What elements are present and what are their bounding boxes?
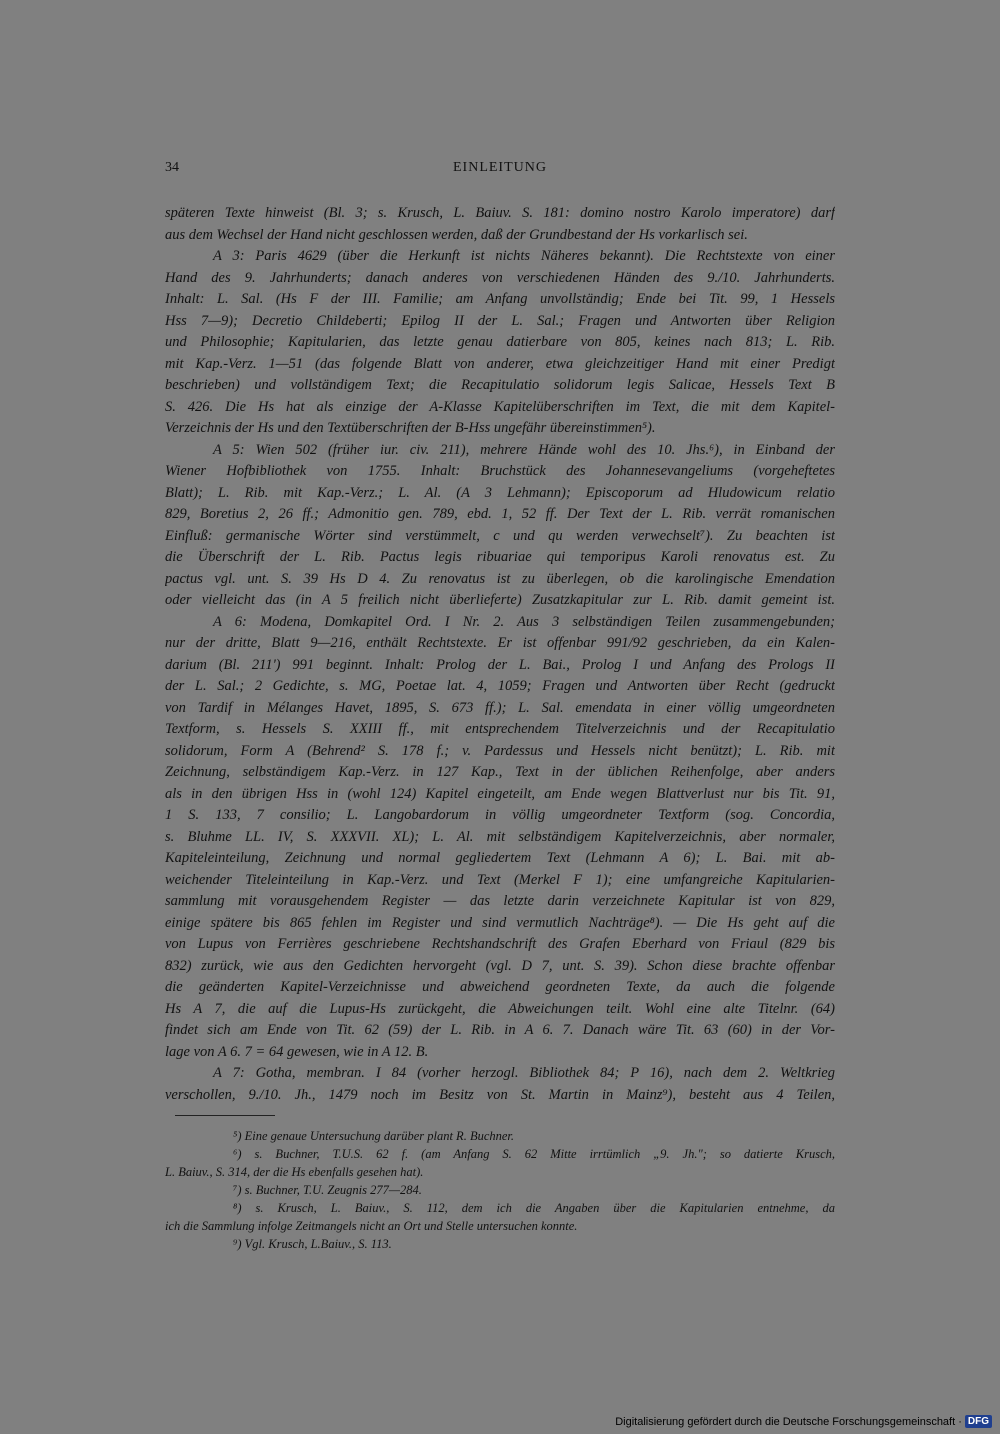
text-line: nur der dritte, Blatt 9—216, enthält Rechtstexte. Er ist offenbar 991/92 geschrieben, da ein Kalen- [165,635,835,651]
text-line: beschrieben) und vollständigem Text; die Recapitulatio solidorum legis Salicae, Hessels Text B [165,377,835,393]
text-line: die Überschrift der L. Rib. Pactus legis ribuariae qui temporipus Karoli renovatus est. Zu [165,549,835,565]
text-line: 829, Boretius 2, 26 ff.; Admonitio gen. 789, ebd. 1, 52 ff. Der Text der L. Rib. verrät romanischen [165,506,835,522]
text-line: A 6: Modena, Domkapitel Ord. I Nr. 2. Aus 3 selbständigen Teilen zusammengebunden; [213,613,835,630]
running-head: EINLEITUNG [453,160,547,175]
text-line: die geänderten Kapitel-Verzeichnisse und abweichend geordneten Texte, da auch die folgende [165,979,835,995]
footnote-line: ⁵) Eine genaue Untersuchung darüber plant R. Buchner. [233,1129,515,1143]
text-line: Blatt); L. Rib. mit Kap.-Verz.; L. Al. (A 3 Lehmann); Episcoporum ad Hludowicum relatio [165,484,835,501]
text-line: S. 426. Die Hs hat als einzige der A-Klasse Kapitelüberschriften im Text, die mit dem Kapitel- [165,398,835,415]
text-line: solidorum, Form A (Behrend² S. 178 f.; v. Pardessus und Hessels nicht benützt); L. Rib. mit [165,742,835,759]
text-line: als in den übrigen Hss in (wohl 124) Kapitel eingeteilt, am Ende wegen Blattverlust nur bis Tit. 91, [165,785,835,802]
footnote-line: ⁶) s. Buchner, T.U.S. 62 f. (am Anfang S. 62 Mitte irrtümlich „9. Jh."; so datierte Krusch, [233,1147,835,1161]
funding-text: Digitalisierung gefördert durch die Deutsche Forschungsgemeinschaft · [615,1415,962,1428]
text-line: der L. Sal.; 2 Gedichte, s. MG, Poetae lat. 4, 1059; Fragen und Antworten über Recht (gedruckt [165,678,835,694]
text-line: Textform, s. Hessels S. XXIII ff., mit entsprechendem Titelverzeichnis und der Recapitulatio [165,721,835,737]
text-line: verschollen, 9./10. Jh., 1479 noch im Besitz von St. Martin in Mainz⁹), besteht aus 4 Teilen, [165,1086,835,1103]
text-line: A 7: Gotha, membran. I 84 (vorher herzogl. Bibliothek 84; P 16), nach dem 2. Weltkrieg [213,1065,835,1081]
footnote-line: ⁷) s. Buchner, T.U. Zeugnis 277—284. [233,1183,422,1197]
text-line: weichender Titeleinteilung in Kap.-Verz. und Text (Merkel F 1); eine umfangreiche Kapitularien- [165,871,835,888]
footnote-line: ⁹) Vgl. Krusch, L.Baiuv., S. 113. [233,1237,392,1251]
text-line: pactus vgl. unt. S. 39 Hs D 4. Zu renovatus ist zu überlegen, ob die karolingische Emendation [165,570,835,587]
footnote-rule [175,1115,275,1116]
text-line: von Tardif in Mélanges Havet, 1895, S. 673 ff.); L. Sal. emendata in einer völlig umgeordneten [165,699,835,716]
footnotes [165,1127,835,1253]
text-line: A 5: Wien 502 (früher iur. civ. 211), mehrere Hände wohl des 10. Jhs.⁶), in Einband der [213,441,835,458]
dfg-logo: DFG [965,1415,992,1428]
text-line: und Philosophie; Kapitularien, das letzte genau datierbare von 805, keines nach 813; L. Rib. [165,334,835,350]
text-line: späteren Texte hinweist (Bl. 3; s. Krusch, L. Baiuv. S. 181: domino nostro Karolo imperatore) darf [165,205,835,221]
text-line: Zeichnung, selbständigem Kap.-Verz. in 127 Kap., Text in der üblichen Reihenfolge, aber anders [165,764,835,780]
text-line: aus dem Wechsel der Hand nicht geschlossen werden, daß der Grundbestand der Hs vorkarlisch sei. [165,226,748,243]
text-line: Hand des 9. Jahrhunderts; danach anderes von verschiedenen Händen des 9./10. Jahrhunderts. [165,269,835,286]
text-line: Kapiteleinteilung, Zeichnung und normal gegliedertem Text (Lehmann A 6); L. Bai. mit ab- [165,850,835,866]
footnote-line: L. Baiuv., S. 314, der die Hs ebenfalls gesehen hat). [165,1165,424,1179]
text-line: oder vielleicht das (in A 5 freilich nicht überlieferte) Zusatzkapitular zur L. Rib. damit gemeint ist. [165,592,835,608]
footnote-line: ⁸) s. Krusch, L. Baiuv., S. 112, dem ich die Angaben über die Kapitularien entnehme, da [233,1201,835,1215]
text-line: Verzeichnis der Hs und den Textüberschriften der B-Hss ungefähr übereinstimmen⁵). [165,420,656,436]
text-line: Hss 7—9); Decretio Childeberti; Epilog II der L. Sal.; Fragen und Antworten über Religion [165,312,835,329]
text-line: sammlung mit vorausgehendem Register — das letzte darin verzeichnete Kapitular ist von 829, [165,893,835,909]
text-line: 1 S. 133, 7 consilio; L. Langobardorum in völlig umgeordneter Textform (sog. Concordia, [165,807,835,823]
body-text [165,203,835,1106]
text-line: findet sich am Ende von Tit. 62 (59) der L. Rib. in A 6. 7. Danach wäre Tit. 63 (60) in der Vor- [165,1022,835,1038]
text-line: von Lupus von Ferrières geschriebene Rechtshandschrift des Grafen Eberhard von Friaul (829 bis [165,936,835,952]
text-line: s. Bluhme LL. IV, S. XXXVII. XL); L. Al. mit selbständigem Kapitelverzeichnis, aber normaler, [165,828,835,845]
text-line: 832) zurück, wie aus den Gedichten hervorgeht (vgl. D 7, unt. S. 39). Schon diese brachte offenbar [165,957,835,974]
text-line: Einfluß: germanische Wörter sind verstümmelt, c und qu werden verwechselt⁷). Zu beachten ist [165,527,835,544]
text-line: Inhalt: L. Sal. (Hs F der III. Familie; am Anfang unvollständig; Ende bei Tit. 99, 1 Hessels [165,291,835,307]
text-line: mit Kap.-Verz. 1—51 (das folgende Blatt von anderer, etwa gleichzeitiger Hand mit einer Predigt [165,355,835,372]
text-line: lage von A 6. 7 = 64 gewesen, wie in A 12. B. [165,1043,429,1060]
text-line: Hs A 7, die auf die Lupus-Hs zurückgeht, die Abweichungen teilt. Wohl eine alte Titelnr. (64) [165,1000,835,1017]
footnote-line: ich die Sammlung infolge Zeitmangels nicht an Ort und Stelle untersuchen konnte. [165,1219,578,1233]
page-number: 34 [165,160,179,175]
text-line: einige spätere bis 865 fehlen im Register und sind vermutlich Nachträge⁸). — Die Hs geht auf die [165,914,835,931]
text-line: Wiener Hofbibliothek von 1755. Inhalt: Bruchstück des Johannesevangeliums (vorgeheftetes [165,463,835,479]
page-header [165,160,835,182]
text-line: A 3: Paris 4629 (über die Herkunft ist nichts Näheres bekannt). Die Rechtstexte von einer [213,248,835,264]
funding-banner [615,1415,992,1428]
text-line: darium (Bl. 211') 991 beginnt. Inhalt: Prolog der L. Bai., Prolog I und Anfang des Prologs II [165,656,835,673]
